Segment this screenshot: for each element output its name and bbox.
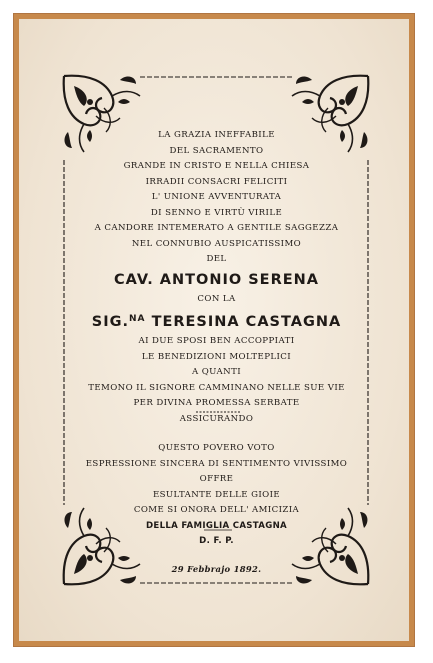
family-name: DELLA FAMIGLIA CASTAGNA [145, 520, 288, 531]
line-18: ASSICURANDO [179, 413, 254, 424]
groom-name: CAV. ANTONIO SERENA [113, 271, 320, 288]
line-5: L' UNIONE AVVENTURATA [151, 192, 282, 202]
line-13: AI DUE SPOSI BEN ACCOPPIATI [138, 336, 295, 346]
line-3: GRANDE IN CRISTO E NELLA CHIESA [123, 161, 310, 171]
line-21: OFFRE [199, 474, 234, 484]
initials: D. F. P. [199, 535, 234, 546]
line-8: NEL CONNUBIO AUSPICATISSIMO [131, 238, 302, 249]
line-15: A QUANTI [191, 367, 241, 377]
line-7: A CANDORE INTEMERATO A GENTILE SAGGEZZA [94, 223, 339, 233]
line-2: DEL SACRAMENTO [169, 145, 264, 156]
date-line: 29 Febbrajo 1892. [171, 563, 262, 574]
line-16: TEMONO IL SIGNORE CAMMINANO NELLE SUE VIE [88, 382, 345, 393]
line-23: COME SI ONORA DELL' AMICIZIA [133, 505, 300, 515]
line-6: DI SENNO E VIRTÙ VIRILE [150, 207, 283, 218]
line-1: LA GRAZIA INEFFABILE [158, 130, 275, 140]
line-4: IRRADII CONSACRI FELICITI [145, 176, 288, 187]
bride-title: SIG. [91, 314, 129, 330]
line-11: CON LA [197, 293, 236, 304]
line-14: LE BENEDIZIONI MOLTEPLICI [141, 351, 292, 362]
bride-name-text: TERESINA CASTAGNA [151, 314, 342, 330]
line-17: PER DIVINA PROMESSA SERBATE [133, 398, 300, 408]
dedication-text [60, 128, 373, 577]
line-19: QUESTO POVERO VOTO [158, 443, 275, 453]
line-22: ESULTANTE DELLE GIOIE [152, 489, 281, 500]
bride-name [60, 307, 373, 334]
line-9: DEL [206, 254, 227, 264]
bride-title-sup: NA [129, 314, 146, 324]
line-20: ESPRESSIONE SINCERA DI SENTIMENTO VIVISSIMO [85, 458, 348, 469]
